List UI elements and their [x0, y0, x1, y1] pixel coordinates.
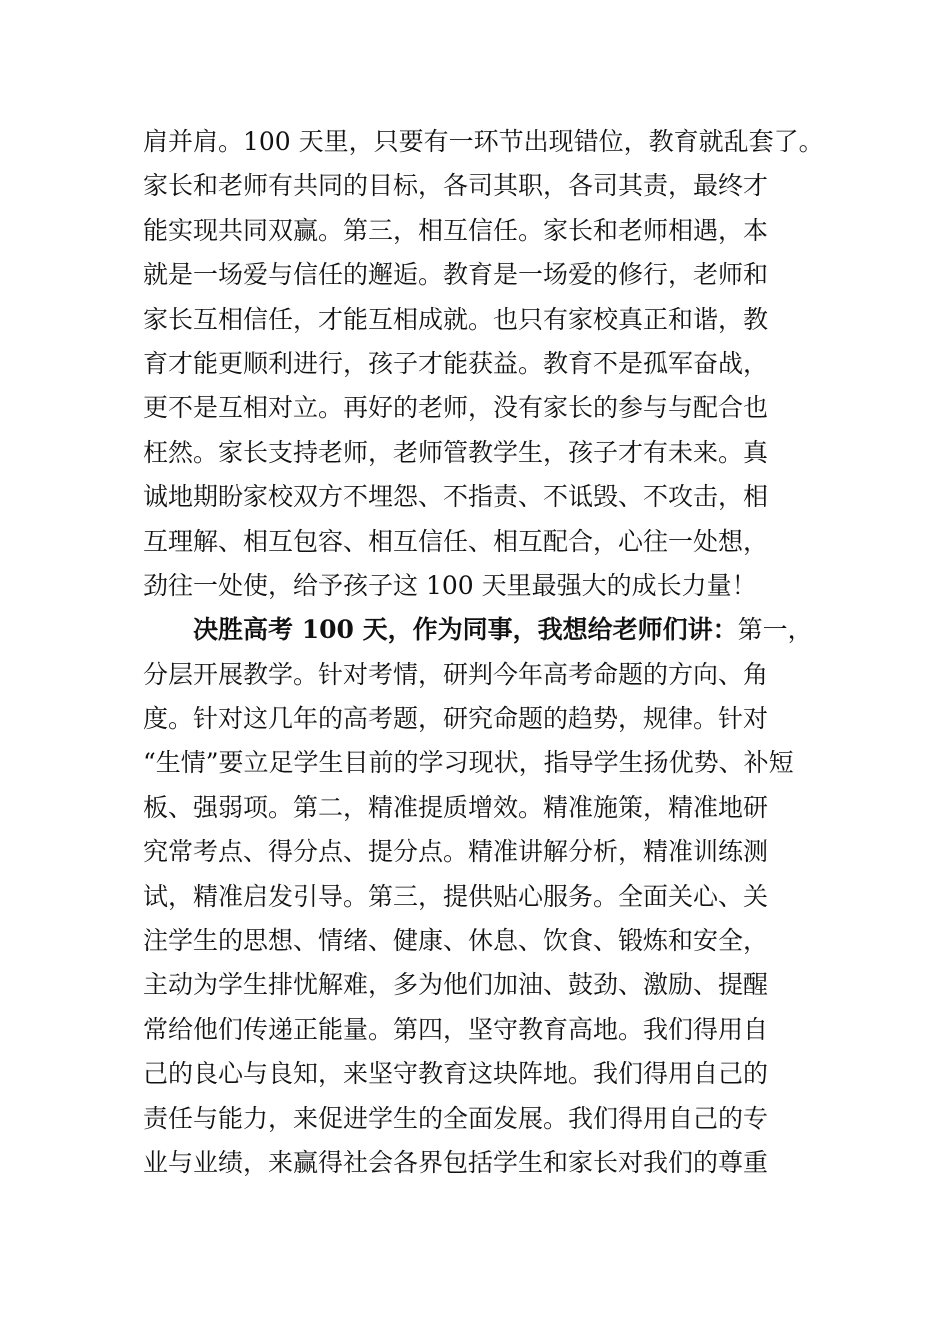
text-line: 更不是互相对立。再好的老师，没有家长的参与与配合也	[143, 393, 769, 423]
text-line: 度。针对这几年的高考题，研究命题的趋势，规律。针对	[143, 704, 769, 734]
paragraph-heading: 决胜高考 100 天，作为同事，我想给老师们讲：	[193, 615, 738, 645]
text-line: 劲往一处使，给予孩子这 100 天里最强大的成长力量！	[143, 570, 757, 600]
text-line: 常给他们传递正能量。第四，坚守教育高地。我们得用自	[143, 1014, 769, 1044]
text-line: 注学生的思想、情绪、健康、休息、饮食、锻炼和安全，	[143, 926, 769, 956]
text-line: 究常考点、得分点、提分点。精准讲解分析，精准训练测	[143, 837, 769, 867]
text-line: 能实现共同双赢。第三，相互信任。家长和老师相遇，本	[143, 215, 769, 245]
text-line: 家长和老师有共同的目标，各司其职，各司其责，最终才	[143, 171, 769, 201]
paragraph-family-cooperation	[143, 120, 824, 608]
paragraph-first-line	[143, 608, 813, 652]
text-line: 试，精准启发引导。第三，提供贴心服务。全面关心、关	[143, 881, 769, 911]
text-line: 己的良心与良知，来坚守教育这块阵地。我们得用自己的	[143, 1059, 769, 1089]
text-line: 育才能更顺利进行，孩子才能获益。教育不是孤军奋战，	[143, 348, 769, 378]
document-body	[143, 120, 824, 1185]
text-line: 诚地期盼家校双方不埋怨、不指责、不诋毁、不攻击，相	[143, 482, 769, 512]
text-line: 责任与能力，来促进学生的全面发展。我们得用自己的专	[143, 1103, 769, 1133]
text-line: 就是一场爱与信任的邂逅。教育是一场爱的修行，老师和	[143, 260, 769, 290]
text-line: 业与业绩，来赢得社会各界包括学生和家长对我们的尊重	[143, 1147, 769, 1177]
text-line: 主动为学生排忧解难，多为他们加油、鼓劲、激励、提醒	[143, 970, 769, 1000]
paragraph-first-line-rest: 第一，	[737, 615, 813, 645]
text-line: 家长互相信任，才能互相成就。也只有家校真正和谐，教	[143, 304, 769, 334]
paragraph-teachers	[143, 608, 813, 1185]
text-line: 肩并肩。100 天里，只要有一环节出现错位，教育就乱套了。	[143, 127, 824, 156]
text-line: 板、强弱项。第二，精准提质增效。精准施策，精准地研	[143, 792, 769, 822]
text-line: 枉然。家长支持老师，老师管教学生，孩子才有未来。真	[143, 437, 769, 467]
text-line: 互理解、相互包容、相互信任、相互配合，心往一处想，	[143, 526, 769, 556]
text-line: 分层开展教学。针对考情，研判今年高考命题的方向、角	[143, 659, 769, 689]
text-line: “生情”要立足学生目前的学习现状，指导学生扬优势、补短	[143, 748, 794, 778]
